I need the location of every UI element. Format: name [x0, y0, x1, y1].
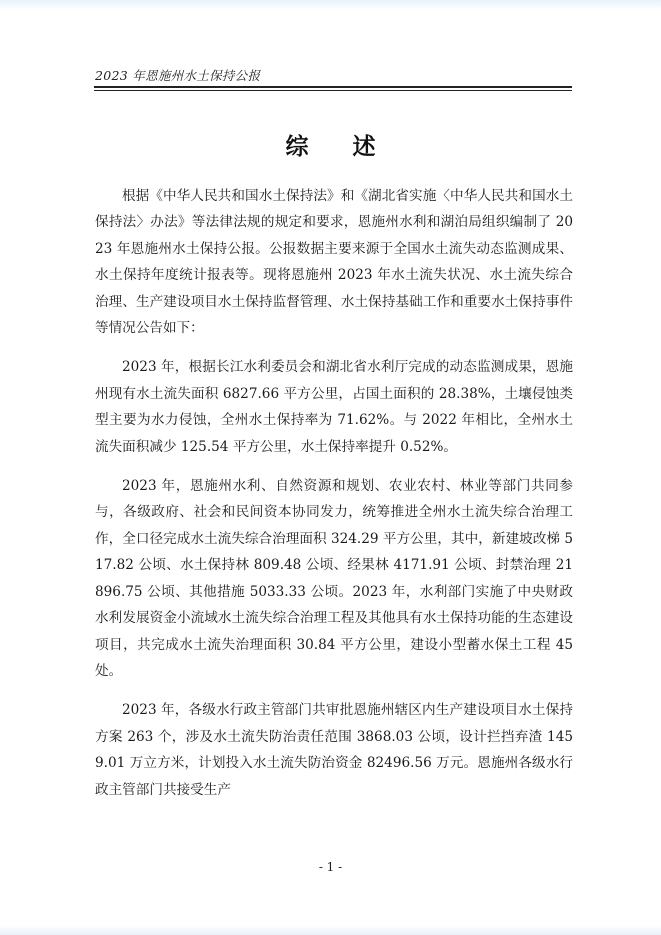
- header-rule-thin: [94, 90, 572, 91]
- paragraph-project-supervision: 2023 年，各级水行政主管部门共审批恩施州辖区内生产建设项目水土保持方案 263 个，涉及水土流失防治责任范围 3868.03 公顷，设计拦挡弃渣 1459.01 万立方米，计划投入水土流失防治资金 82496.56 万元。恩施州各级水行政主管部门共接受生产: [95, 702, 573, 798]
- running-header: 2023 年恩施州水土保持公报: [95, 68, 261, 83]
- page-number: - 1 -: [318, 860, 343, 874]
- body-text: [95, 183, 573, 816]
- section-title: 综 述: [285, 134, 394, 160]
- paragraph-soil-erosion-status: 2023 年，根据长江水利委员会和湖北省水利厅完成的动态监测成果，恩施州现有水土流失面积 6827.66 平方公里，占国土面积的 28.38%，土壤侵蚀类型主要为水力侵蚀，全州水土保持率为 71.62%。与 2022 年相比，全州水土流失面积减少 125.54 平方公里，水土保持率提升 0.52%。: [95, 359, 573, 455]
- top-edge-band: [0, 0, 661, 10]
- bottom-edge-band: [0, 925, 661, 935]
- paragraph-intro: 根据《中华人民共和国水土保持法》和《湖北省实施〈中华人民共和国水土保持法〉办法》等法律法规的规定和要求，恩施州水利和湖泊局组织编制了 2023 年恩施州水土保持公报。公报数据主要来源于全国水土流失动态监测成果、水土保持年度统计报表等。现将恩施州 2023 年水土流失状况、水土流失综合治理、生产建设项目水土保持监督管理、水土保持基础工作和重要水土保持事件等情况公告如下：: [95, 188, 573, 337]
- header-rule-thick: [94, 86, 572, 88]
- paragraph-comprehensive-treatment: 2023 年，恩施州水利、自然资源和规划、农业农村、林业等部门共同参与，各级政府、社会和民间资本协同发力，统筹推进全州水土流失综合治理工作，全口径完成水土流失综合治理面积 324.29 平方公里，其中，新建坡改梯 517.82 公顷、水土保持林 809.48 公顷、经果林 4171.91 公顷、封禁治理 21896.75 公顷、其他措施 5033.33 公顷。2023 年，水利部门实施了中央财政水利发展资金小流域水土流失综合治理工程及其他具有水土保持功能的生态建设项目，共完成水土流失治理面积 30.84 平方公里，建设小型蓄水保土工程 45 处。: [95, 478, 573, 679]
